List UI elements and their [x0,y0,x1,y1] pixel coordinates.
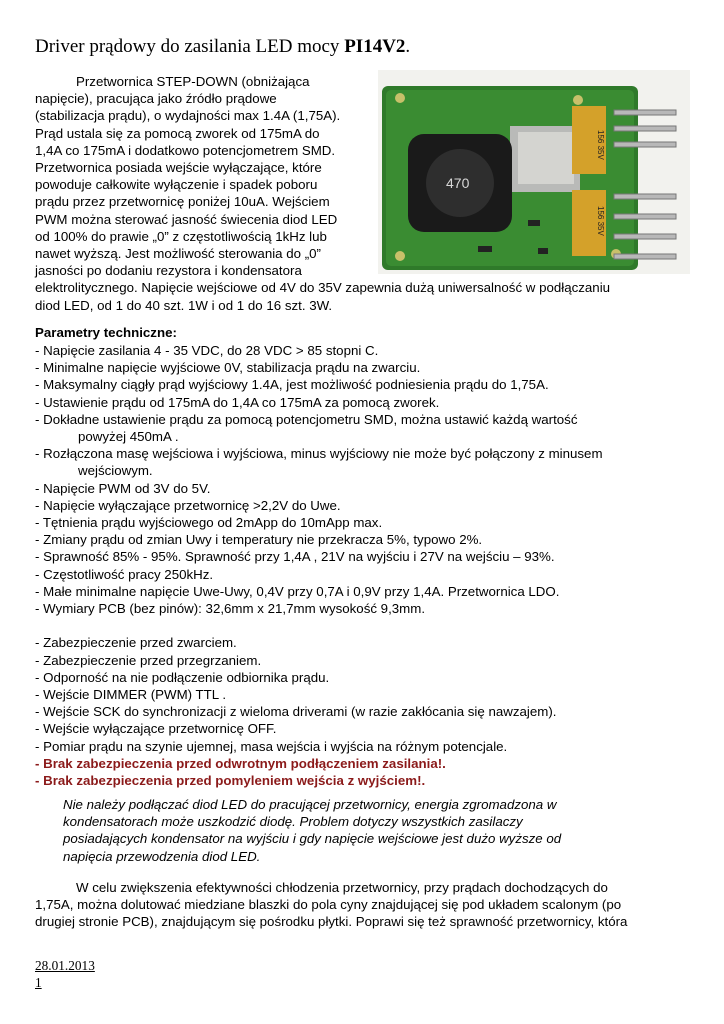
cooling-paragraph [35,879,627,931]
inductor-label: 470 [446,175,470,191]
page-number: 1 [35,975,42,990]
intro-line: od 100% do prawie „0” z częstotliwością 1kHz lub [35,228,327,244]
final-line: drugiej stronie PCB), znajdującym się pośrodku płytki. Poprawi się też sprawność przetwornicy, która [35,914,628,930]
param-item [35,617,603,634]
param-item: - Dokładne ustawienie prądu za pomocą potencjometru SMD, można ustawić każdą wartość [35,411,578,427]
intro-line: nawet wyższą. Jest możliwość sterowania do „0” [35,246,321,262]
param-item: - Minimalne napięcie wyjściowe 0V, stabilizacja prądu na zwarciu. [35,360,421,376]
intro-line: Przetwornica STEP-DOWN (obniżająca [76,74,310,89]
param-item: - Sprawność 85% - 95%. Sprawność przy 1,4A , 21V na wyjściu i 27V na wejściu – 93%. [35,549,555,565]
param-item: - Wejście DIMMER (PWM) TTL . [35,687,227,703]
param-item: - Napięcie wyłączające przetwornicę >2,2V do Uwe. [35,497,341,513]
intro-line: elektrolitycznego. Napięcie wejściowe od 4V do 35V zapewnia dużą uniwersalność w podłączaniu [35,280,611,296]
param-item: - Napięcie zasilania 4 - 35 VDC, do 28 VDC > 85 stopni C. [35,343,379,358]
note-line: napięcia przewodzenia diod LED. [63,848,261,864]
param-item: - Ustawienie prądu od 175mA do 1,4A co 175mA za pomocą zworek. [35,394,440,410]
param-item: - Zabezpieczenie przed przegrzaniem. [35,652,262,668]
param-item: - Wejście wyłączające przetwornicę OFF. [35,721,277,737]
note-line: posiadających kondensator na wyjściu i gdy napięcie wejściowe jest dużo wyższe od [63,831,562,847]
intro-line: Przetwornica posiada wejście wyłączające, które [35,160,322,176]
intro-line: Prąd ustala się za pomocą zworek od 175mA do [35,125,320,141]
warning-note [63,796,561,865]
param-item: - Rozłączona masę wejściowa i wyjściowa, minus wyjściowy nie może być połączony z minusem [35,446,603,462]
param-item: wejściowym. [78,463,153,479]
final-line: 1,75A, można dolutować miedziane blaszki do pola cyny znajdującej się pod układem scalonym (po [35,897,622,913]
page-footer [35,957,95,991]
title-text: Driver prądowy do zasilania LED mocy [35,36,345,57]
title-dot: . [405,36,411,57]
intro-paragraph [35,73,610,314]
param-item: - Tętnienia prądu wyjściowego od 2mApp do 10mApp max. [35,515,383,531]
param-item: - Odporność na nie podłączenie odbiornika prądu. [35,669,330,685]
param-item: - Brak zabezpieczenia przed pomyleniem wejścia z wyjściem!. [35,773,426,789]
title-model: PI14V2 [344,36,406,57]
params-list [35,342,603,789]
note-line: kondensatorach może uszkodzić diodę. Problem dotyczy wszystkich zasilaczy [63,814,523,830]
page-title [35,36,410,58]
note-line: Nie należy podłączać diod LED do pracującej przetwornicy, energia zgromadzona w [63,797,557,812]
param-item: - Brak zabezpieczenia przed odwrotnym podłączeniem zasilania!. [35,755,446,771]
intro-line: jasności po dodaniu rezystora i kondensatora [35,263,302,279]
intro-line: (stabilizacja prądu), o wydajności max 1.4A (1,75A). [35,108,341,124]
params-heading: Parametry techniczne: [35,325,177,340]
intro-line: diod LED, od 1 do 40 szt. 1W i od 1 do 16 szt. 3W. [35,297,333,313]
intro-line: PWM można sterować jasność świecenia diod LED [35,211,338,227]
param-item: - Maksymalny ciągły prąd wyjściowy 1.4A, jest możliwość podniesienia prądu do 1,75A. [35,377,549,393]
final-line: W celu zwiększenia efektywności chłodzenia przetwornicy, przy prądach dochodzących do [76,880,608,895]
param-item: - Napięcie PWM od 3V do 5V. [35,480,211,496]
capacitor-2-label: 156 35V [596,206,605,236]
param-item: - Wymiary PCB (bez pinów): 32,6mm x 21,7mm wysokość 9,3mm. [35,601,426,617]
footer-date: 28.01.2013 [35,958,95,973]
param-item: powyżej 450mA . [78,429,179,445]
intro-line: powoduje całkowite wyłączenie i spadek poboru [35,177,318,193]
param-item: - Wejście SCK do synchronizacji z wieloma driverami (w razie zakłócania się nawzajem). [35,704,557,720]
param-item: - Pomiar prądu na szynie ujemnej, masa wejścia i wyjścia na różnym potencjale. [35,738,508,754]
intro-line: prądu przez przetwornicę poniżej 10uA. Wejściem [35,194,330,210]
intro-line: 1,4A co 175mA i dodatkowo potencjometrem SMD. [35,142,336,158]
intro-line: napięcie), pracująca jako źródło prądowe [35,91,277,107]
capacitor-1-label: 156 35V [596,130,605,160]
param-item: - Zmiany prądu od zmian Uwy i temperatury nie przekracza 5%, typowo 2%. [35,532,483,548]
param-item: - Zabezpieczenie przed zwarciem. [35,635,237,651]
param-item: - Częstotliwość pracy 250kHz. [35,566,214,582]
param-item: - Małe minimalne napięcie Uwe-Uwy, 0,4V przy 0,7A i 0,9V przy 1,4A. Przetwornica LDO. [35,583,560,599]
